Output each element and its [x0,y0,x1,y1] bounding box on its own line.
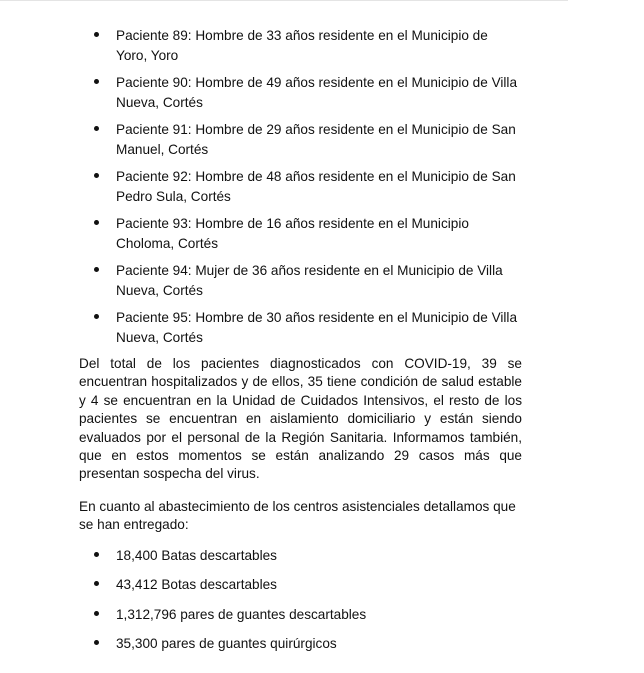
patient-list [79,26,522,348]
list-item [79,167,522,207]
list-item [79,261,522,301]
bullet-icon [94,126,99,131]
top-divider [0,0,568,1]
list-item [79,73,522,113]
bullet-icon [94,32,99,37]
supply-text: 18,400 Batas descartables [116,547,277,563]
supplies-list [79,546,522,655]
supply-text: 43,412 Botas descartables [116,577,277,593]
patient-text: Paciente 95: Hombre de 30 años residente en el Municipio de Villa Nueva, Cortés [116,310,518,345]
patient-text: Paciente 94: Mujer de 36 años residente en el Municipio de Villa Nueva, Cortés [116,263,503,298]
bullet-icon [94,267,99,272]
bullet-icon [94,581,99,586]
bullet-icon [94,220,99,225]
list-item [79,120,522,160]
bullet-icon [94,79,99,84]
bullet-icon [94,640,99,645]
list-item [79,308,522,348]
bullet-icon [94,173,99,178]
list-item [79,214,522,254]
list-item [79,26,522,66]
document-page [79,26,522,664]
patient-text: Paciente 92: Hombre de 48 años residente en el Municipio de San Pedro Sula, Cortés [116,169,516,204]
supply-text: 35,300 pares de guantes quirúrgicos [116,636,337,652]
summary-paragraph: Del total de los pacientes diagnosticados con COVID-19, 39 se encuentran hospitalizados y de ellos, 35 tiene condición de salud estable y 4 se encuentran en la Unidad de Cuidados Intensivos, el resto de los pacientes se encuentran en aislamiento domiciliario y están siendo evaluados por el personal de la Región Sanitaria. Informamos también, que en estos momentos se están analizando 29 casos más que presentan sospecha del virus. [79,356,522,482]
supply-text: 1,312,796 pares de guantes descartables [116,606,367,622]
list-item [79,575,522,595]
patient-text: Paciente 93: Hombre de 16 años residente en el Municipio Choloma, Cortés [116,216,469,251]
supplies-intro: En cuanto al abastecimiento de los centros asistenciales detallamos que se han entregado: [79,498,516,533]
patient-text: Paciente 91: Hombre de 29 años residente en el Municipio de San Manuel, Cortés [116,122,516,157]
patient-text: Paciente 89: Hombre de 33 años residente en el Municipio de Yoro, Yoro [116,28,488,63]
patient-text: Paciente 90: Hombre de 49 años residente en el Municipio de Villa Nueva, Cortés [116,75,518,110]
list-item [79,546,522,566]
bullet-icon [94,552,99,557]
bullet-icon [94,611,99,616]
list-item [79,634,522,654]
list-item [79,605,522,625]
bullet-icon [94,314,99,319]
